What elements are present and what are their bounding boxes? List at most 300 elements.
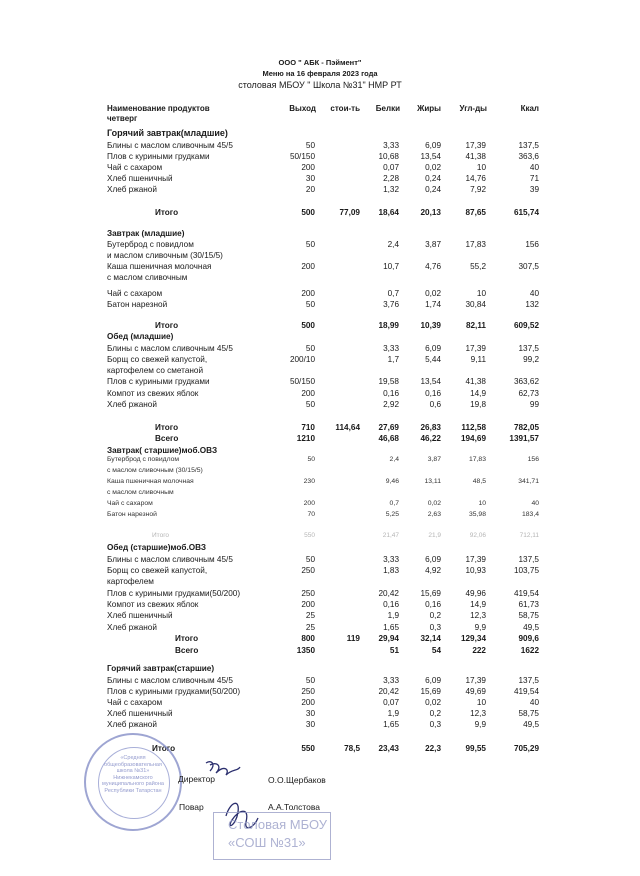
cell-c: 49,69: [465, 687, 486, 696]
col-day: четверг: [107, 114, 138, 123]
rect-stamp: [213, 812, 331, 860]
table-row: [0, 262, 640, 273]
cell-c: 12,3: [470, 611, 486, 620]
cell-f: 15,69: [420, 687, 441, 696]
row-name: Всего: [175, 646, 199, 655]
row-name: Хлеб ржаной: [107, 400, 157, 409]
column-header: [0, 104, 640, 126]
row-name: Чай с сахаром: [107, 500, 153, 507]
cell-out: 50: [305, 240, 315, 249]
cell-f: 2,63: [427, 511, 441, 518]
cell-out: 50: [305, 400, 315, 409]
round-stamp-text: «Средняя общеобразовательная школа №31» Нижнекамского муниципального района Республики Татарстан: [102, 755, 164, 794]
cell-k: 61,73: [518, 600, 539, 609]
cell-c: 82,11: [465, 321, 486, 330]
table-row: [0, 300, 640, 311]
cell-k: 615,74: [513, 208, 539, 217]
cell-c: 10,93: [465, 566, 486, 575]
row-name: Хлеб пшеничный: [107, 611, 173, 620]
row-name: картофелем: [107, 577, 154, 586]
total-row: [0, 208, 640, 219]
cell-k: 132: [525, 300, 539, 309]
cell-cost: 78,5: [344, 744, 360, 753]
table-row: [0, 400, 640, 411]
cell-out: 50: [305, 141, 315, 150]
cell-c: 14,76: [465, 174, 486, 183]
table-row: [0, 611, 640, 622]
col-kcal: Ккал: [520, 104, 539, 113]
cell-f: 26,83: [420, 423, 441, 432]
row-name: Завтрак( старшие)моб.ОВЗ: [107, 446, 218, 455]
cell-f: 32,14: [420, 634, 441, 643]
cell-out: 30: [305, 174, 315, 183]
cell-c: 87,65: [465, 208, 486, 217]
cell-b: 46,68: [378, 434, 399, 443]
row-name: Компот из свежих яблок: [107, 389, 199, 398]
table-row: [0, 344, 640, 355]
cell-k: 363,62: [513, 377, 539, 386]
row-name: Бутерброд с повидлом: [107, 456, 180, 463]
cell-c: 10: [476, 698, 486, 707]
cell-k: 103,75: [513, 566, 539, 575]
row-name: Итого: [175, 634, 199, 643]
cell-b: 10,68: [378, 152, 399, 161]
cell-out: 30: [305, 720, 315, 729]
cell-c: 48,5: [472, 478, 486, 485]
table-row: [0, 511, 640, 522]
cell-b: 3,33: [383, 141, 399, 150]
cell-b: 21,47: [382, 532, 399, 539]
table-row: [0, 489, 640, 500]
cell-c: 10: [478, 500, 486, 507]
col-cost: стои-ть: [330, 104, 360, 113]
cell-cost: 77,09: [339, 208, 360, 217]
row-name: Хлеб пшеничный: [107, 174, 173, 183]
row-name: Итого: [152, 532, 170, 539]
row-name: Каша пшеничная молочная: [107, 262, 212, 271]
table-row: [0, 141, 640, 152]
cell-f: 4,76: [425, 262, 441, 271]
cell-b: 0,16: [383, 600, 399, 609]
row-name: Хлеб ржаной: [107, 720, 157, 729]
row-name: Чай с сахаром: [107, 163, 163, 172]
cell-f: 0,02: [425, 163, 441, 172]
table-row: [0, 623, 640, 634]
cell-out: 200: [301, 262, 315, 271]
table-row: [0, 273, 640, 284]
col-name: Наименование продуктов: [107, 104, 210, 113]
cell-k: 137,5: [518, 555, 539, 564]
table-row: [0, 289, 640, 300]
table-row: [0, 355, 640, 366]
row-name: Хлеб пшеничный: [107, 709, 173, 718]
row-name: Блины с маслом сливочным 45/5: [107, 676, 233, 685]
cell-cost: 114,64: [335, 423, 360, 432]
cell-f: 0,2: [429, 611, 441, 620]
cell-out: 50/150: [289, 152, 315, 161]
cell-k: 62,73: [518, 389, 539, 398]
table-row: [0, 600, 640, 611]
cell-c: 41,38: [465, 152, 486, 161]
col-fat: Жиры: [417, 104, 441, 113]
cell-c: 10: [476, 163, 486, 172]
cell-out: 200: [301, 600, 315, 609]
cell-b: 0,7: [389, 500, 399, 507]
cell-out: 50: [305, 344, 315, 353]
row-name: Каша пшеничная молочная: [107, 478, 194, 485]
cell-out: 50: [305, 676, 315, 685]
cell-out: 200: [301, 163, 315, 172]
cell-b: 3,33: [383, 676, 399, 685]
cell-out: 200: [301, 698, 315, 707]
cell-f: 13,54: [420, 377, 441, 386]
row-name: Хлеб ржаной: [107, 185, 157, 194]
table-row: [0, 185, 640, 196]
director-name: О.О.Щербаков: [268, 775, 326, 785]
table-row: [0, 366, 640, 377]
total-row: [0, 434, 640, 445]
table-row: [0, 456, 640, 467]
cell-f: 13,54: [420, 152, 441, 161]
cell-out: 200/10: [289, 355, 315, 364]
cell-b: 1,65: [383, 623, 399, 632]
menu-date: Меню на 16 февраля 2023 года: [262, 69, 378, 78]
cell-b: 20,42: [378, 687, 399, 696]
cell-k: 183,4: [521, 511, 539, 518]
cell-k: 49,5: [523, 720, 539, 729]
table-row: [0, 698, 640, 709]
table-row: [0, 500, 640, 511]
cell-out: 25: [305, 623, 315, 632]
cell-c: 129,34: [460, 634, 486, 643]
cell-c: 7,92: [470, 185, 486, 194]
cell-c: 194,69: [460, 434, 486, 443]
director-signature: [200, 757, 244, 783]
cell-f: 6,09: [425, 555, 441, 564]
cell-f: 1,74: [425, 300, 441, 309]
cell-k: 40: [529, 698, 539, 707]
cell-b: 20,42: [378, 589, 399, 598]
cell-c: 10: [476, 289, 486, 298]
cell-out: 25: [305, 611, 315, 620]
cell-k: 156: [527, 456, 539, 463]
cell-b: 1,83: [383, 566, 399, 575]
cell-f: 0,16: [425, 600, 441, 609]
cell-out: 50: [305, 555, 315, 564]
cell-c: 17,83: [465, 240, 486, 249]
cell-b: 0,16: [383, 389, 399, 398]
cell-f: 3,87: [427, 456, 441, 463]
cell-b: 2,92: [383, 400, 399, 409]
cell-k: 909,6: [518, 634, 539, 643]
cell-b: 18,64: [378, 208, 399, 217]
cell-c: 9,9: [474, 623, 486, 632]
cell-c: 14,9: [470, 389, 486, 398]
cell-c: 9,11: [470, 355, 486, 364]
cell-c: 17,39: [465, 344, 486, 353]
cell-k: 39: [529, 185, 539, 194]
row-name: Батон нарезной: [107, 511, 157, 518]
cell-k: 40: [529, 289, 539, 298]
cell-b: 1,9: [387, 611, 399, 620]
cell-k: 363,6: [518, 152, 539, 161]
table-row: [0, 251, 640, 262]
cell-b: 1,7: [387, 355, 399, 364]
director-title: Директор: [178, 774, 216, 784]
cell-k: 40: [531, 500, 539, 507]
cell-c: 49,96: [465, 589, 486, 598]
cell-c: 14,9: [470, 600, 486, 609]
cell-c: 41,38: [465, 377, 486, 386]
cell-k: 705,29: [513, 744, 539, 753]
cell-c: 55,2: [470, 262, 486, 271]
cell-c: 17,39: [465, 141, 486, 150]
table-row: [0, 174, 640, 185]
total-row: [0, 646, 640, 657]
cell-f: 0,6: [429, 400, 441, 409]
cell-f: 21,9: [428, 532, 441, 539]
cell-f: 5,44: [425, 355, 441, 364]
cell-b: 2,4: [389, 456, 399, 463]
cell-out: 200: [303, 500, 315, 507]
cell-out: 1210: [296, 434, 315, 443]
cell-out: 50: [307, 456, 315, 463]
round-stamp: [84, 733, 182, 831]
cell-f: 54: [431, 646, 441, 655]
cell-k: 1391,57: [509, 434, 539, 443]
row-name: Чай с сахаром: [107, 698, 163, 707]
cell-k: 40: [529, 163, 539, 172]
table-row: [0, 709, 640, 720]
section-heading: [0, 332, 640, 343]
table-row: [0, 720, 640, 731]
cell-k: 1622: [520, 646, 539, 655]
cell-b: 10,7: [383, 262, 399, 271]
cell-k: 609,52: [513, 321, 539, 330]
row-name: Горячий завтрак(младшие): [107, 128, 228, 138]
row-name: с маслом сливочным: [107, 489, 174, 496]
col-carbs: Угл-ды: [459, 104, 487, 113]
table-row: [0, 163, 640, 174]
table-row: [0, 389, 640, 400]
table-row: [0, 676, 640, 687]
cell-f: 46,22: [420, 434, 441, 443]
row-name: картофелем со сметаной: [107, 366, 204, 375]
cell-c: 92,06: [469, 532, 486, 539]
row-name: Бутерброд с повидлом: [107, 240, 194, 249]
cell-out: 1350: [296, 646, 315, 655]
cell-b: 18,99: [378, 321, 399, 330]
cell-c: 17,83: [468, 456, 486, 463]
cell-b: 1,65: [383, 720, 399, 729]
cell-out: 550: [304, 532, 315, 539]
cell-out: 70: [307, 511, 315, 518]
row-name: Блины с маслом сливочным 45/5: [107, 555, 233, 564]
row-name: Борщ со свежей капустой,: [107, 355, 208, 364]
table-row: [0, 478, 640, 489]
cell-b: 1,32: [383, 185, 399, 194]
cell-k: 49,5: [523, 623, 539, 632]
cell-out: 230: [303, 478, 315, 485]
cell-f: 20,13: [420, 208, 441, 217]
cell-f: 10,39: [420, 321, 441, 330]
cell-b: 3,33: [383, 555, 399, 564]
row-name: Обед (младшие): [107, 332, 174, 341]
row-name: Плов с куриными грудками: [107, 377, 210, 386]
cell-f: 6,09: [425, 676, 441, 685]
cell-f: 0,16: [425, 389, 441, 398]
cell-b: 19,58: [378, 377, 399, 386]
cell-out: 200: [301, 289, 315, 298]
total-row: [0, 423, 640, 434]
cell-b: 29,94: [378, 634, 399, 643]
cell-out: 20: [305, 185, 315, 194]
cell-b: 0,07: [383, 163, 399, 172]
row-name: Плов с куриными грудками(50/200): [107, 687, 241, 696]
cell-f: 22,3: [425, 744, 441, 753]
cell-f: 0,02: [425, 698, 441, 707]
cell-c: 19,8: [470, 400, 486, 409]
cell-f: 0,02: [425, 289, 441, 298]
cell-b: 0,07: [383, 698, 399, 707]
cell-out: 250: [301, 566, 315, 575]
table-row: [0, 240, 640, 251]
col-out: Выход: [289, 104, 316, 113]
row-name: Горячий завтрак(старшие): [107, 664, 215, 673]
cell-b: 2,28: [383, 174, 399, 183]
col-protein: Белки: [375, 104, 400, 113]
cell-k: 71: [529, 174, 539, 183]
rect-stamp-line2: «СОШ №31»: [228, 835, 306, 850]
row-name: Обед (старшие)моб.ОВЗ: [107, 543, 207, 552]
table-row: [0, 577, 640, 588]
cell-k: 99,2: [523, 355, 539, 364]
cell-k: 137,5: [518, 141, 539, 150]
cell-k: 58,75: [518, 611, 539, 620]
cell-k: 341,71: [518, 478, 539, 485]
cell-out: 30: [305, 709, 315, 718]
row-name: Всего: [155, 434, 179, 443]
row-name: Блины с маслом сливочным 45/5: [107, 141, 233, 150]
cell-k: 137,5: [518, 676, 539, 685]
cell-out: 800: [301, 634, 315, 643]
cell-k: 58,75: [518, 709, 539, 718]
cell-out: 50: [305, 300, 315, 309]
cell-k: 99: [529, 400, 539, 409]
cell-b: 5,25: [385, 511, 399, 518]
row-name: Плов с куриными грудками(50/200): [107, 589, 241, 598]
cell-b: 23,43: [378, 744, 399, 753]
row-name: Блины с маслом сливочным 45/5: [107, 344, 233, 353]
cell-k: 419,54: [513, 687, 539, 696]
cell-cost: 119: [346, 634, 360, 643]
cell-k: 156: [525, 240, 539, 249]
cell-f: 13,11: [424, 478, 441, 485]
rect-stamp-line1: Столовая МБОУ: [228, 817, 328, 832]
cell-k: 712,11: [519, 532, 539, 539]
cell-c: 9,9: [474, 720, 486, 729]
total-row: [0, 634, 640, 645]
table-row: [0, 555, 640, 566]
cell-out: 500: [301, 208, 315, 217]
cook-name: А.А.Толстова: [268, 802, 321, 812]
cell-f: 0,24: [425, 174, 441, 183]
cell-c: 222: [472, 646, 486, 655]
cell-f: 0,3: [429, 623, 441, 632]
cell-out: 250: [301, 687, 315, 696]
cell-k: 782,05: [513, 423, 539, 432]
cell-b: 3,33: [383, 344, 399, 353]
cell-f: 6,09: [425, 141, 441, 150]
cell-b: 9,46: [385, 478, 399, 485]
row-name: Чай с сахаром: [107, 289, 163, 298]
row-name: Итого: [155, 321, 179, 330]
row-name: Итого: [155, 423, 179, 432]
org-title: ООО " АБК - Пэймент": [278, 58, 362, 67]
cell-c: 12,3: [470, 709, 486, 718]
cell-b: 1,9: [387, 709, 399, 718]
cell-c: 30,84: [465, 300, 486, 309]
cell-c: 112,58: [461, 423, 486, 432]
section-heading: [0, 664, 640, 675]
cell-b: 27,69: [378, 423, 399, 432]
cell-f: 0,3: [429, 720, 441, 729]
cook-title: Повар: [179, 802, 204, 812]
cell-out: 710: [301, 423, 315, 432]
cell-b: 2,4: [387, 240, 399, 249]
cell-out: 50/150: [289, 377, 315, 386]
row-name: с маслом сливочным (30/15/5): [107, 467, 203, 474]
cell-b: 3,76: [383, 300, 399, 309]
cell-k: 419,54: [513, 589, 539, 598]
table-row: [0, 377, 640, 388]
cell-k: 307,5: [518, 262, 539, 271]
table-row: [0, 566, 640, 577]
row-name: Итого: [155, 208, 179, 217]
cell-c: 35,98: [468, 511, 486, 518]
cell-c: 99,55: [465, 744, 486, 753]
cell-f: 0,24: [425, 185, 441, 194]
cell-k: 137,5: [518, 344, 539, 353]
cell-out: 200: [301, 389, 315, 398]
section-heading: [0, 543, 640, 554]
section-heading: [0, 128, 640, 139]
cell-f: 6,09: [425, 344, 441, 353]
cell-c: 17,39: [465, 676, 486, 685]
table-row: [0, 152, 640, 163]
cell-f: 4,92: [425, 566, 441, 575]
row-name: Хлеб ржаной: [107, 623, 157, 632]
cell-f: 0,02: [427, 500, 441, 507]
total-row: [0, 321, 640, 332]
cell-c: 17,39: [465, 555, 486, 564]
row-name: с маслом сливочным: [107, 273, 188, 282]
cell-f: 15,69: [420, 589, 441, 598]
cell-b: 51: [389, 646, 399, 655]
row-name: Компот из свежих яблок: [107, 600, 199, 609]
cell-b: 0,7: [387, 289, 399, 298]
cell-out: 250: [301, 589, 315, 598]
row-name: Итого: [152, 744, 176, 753]
row-name: Плов с куриными грудками: [107, 152, 210, 161]
cell-out: 500: [301, 321, 315, 330]
cell-f: 3,87: [425, 240, 441, 249]
row-name: Батон нарезной: [107, 300, 168, 309]
cell-out: 550: [301, 744, 315, 753]
table-row: [0, 589, 640, 600]
row-name: Завтрак (младшие): [107, 229, 185, 238]
row-name: и маслом сливочным (30/15/5): [107, 251, 223, 260]
